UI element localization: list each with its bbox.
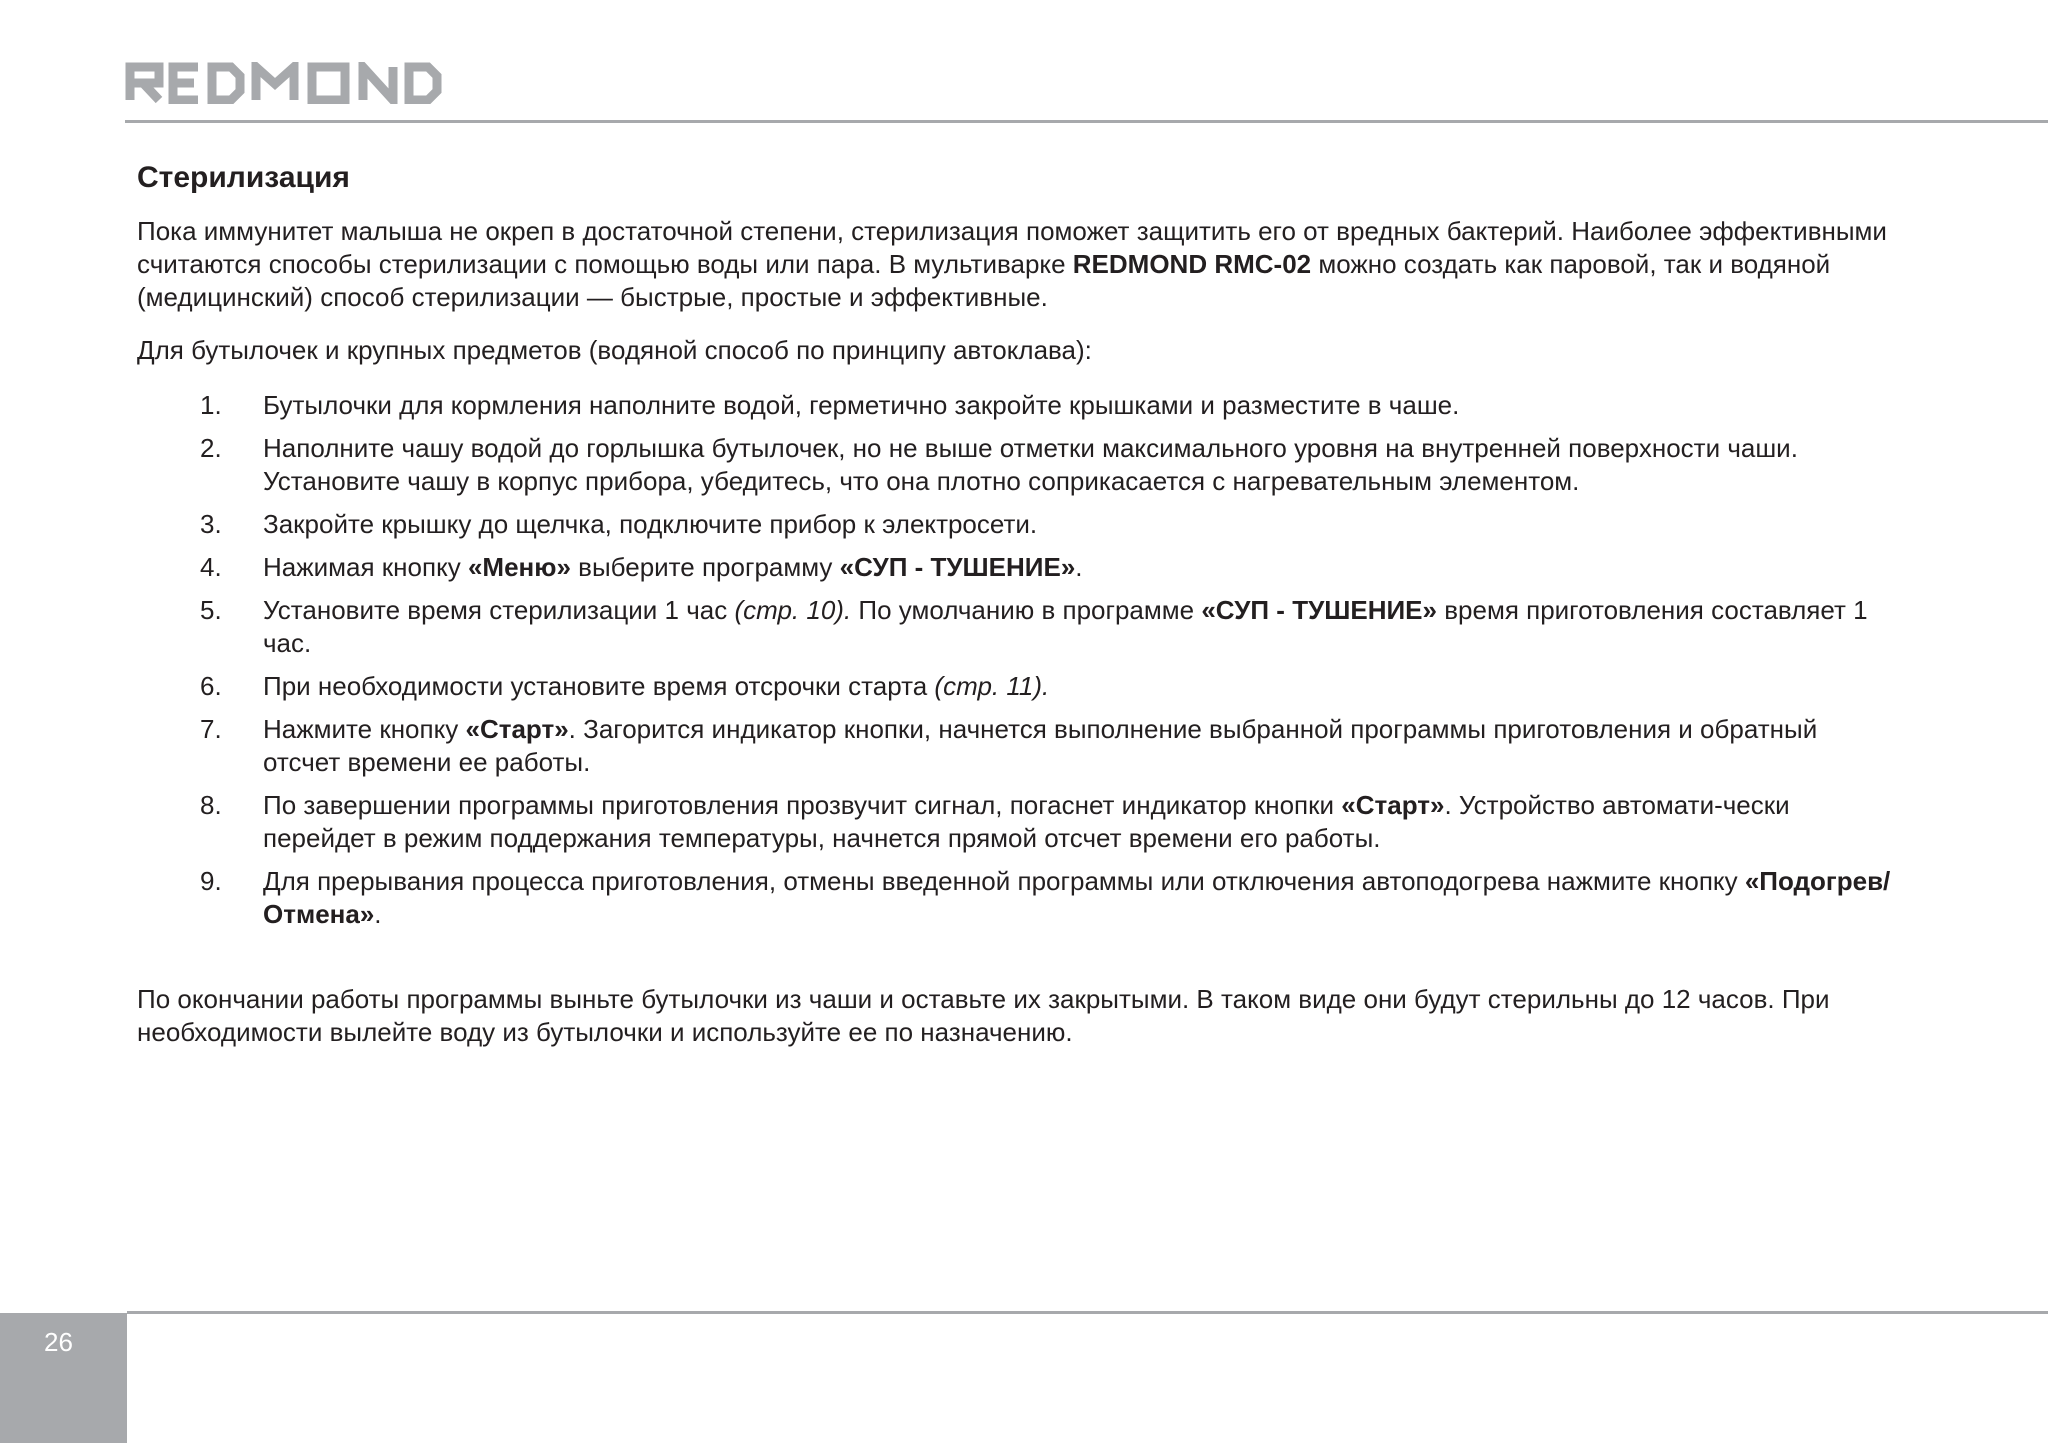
text-run: Бутылочки для кормления наполните водой, герметично закройте крышками и разместите в чаше. — [263, 390, 1460, 420]
step-number: 3. — [200, 509, 222, 539]
step-item — [137, 865, 1897, 931]
redmond-logo — [125, 62, 447, 104]
text-run: Закройте крышку до щелчка, подключите прибор к электросети. — [263, 509, 1038, 539]
text-run: По завершении программы приготовления прозвучит сигнал, погаснет индикатор кнопки — [263, 790, 1342, 820]
header-rule — [125, 120, 2048, 123]
step-item — [137, 594, 1897, 660]
footer-rule — [127, 1311, 2048, 1314]
step-text — [263, 865, 1897, 931]
intro-paragraph — [137, 215, 1897, 314]
text-run: Установите время стерилизации 1 час — [263, 595, 735, 625]
step-number: 5. — [200, 595, 222, 625]
page-number-box — [0, 1313, 127, 1443]
step-text — [263, 432, 1897, 498]
text-run: При необходимости установите время отсрочки старта — [263, 671, 935, 701]
step-text — [263, 789, 1897, 855]
step-text — [263, 389, 1897, 422]
emphasis-text: «СУП - ТУШЕНИЕ» — [839, 552, 1076, 582]
step-item — [137, 389, 1897, 422]
text-run: . — [1075, 552, 1083, 582]
page-reference: (стр. 10). — [734, 595, 852, 625]
emphasis-text: «Меню» — [467, 552, 571, 582]
step-item — [137, 713, 1897, 779]
step-item — [137, 508, 1897, 541]
step-number: 4. — [200, 552, 222, 582]
emphasis-text: «Старт» — [465, 714, 569, 744]
step-item — [137, 551, 1897, 584]
step-item — [137, 432, 1897, 498]
text-run: можно создать как паровой, так и водяной (медицинский) способ стерилизации — быстрые, простые и эффективные. — [137, 249, 1831, 312]
emphasis-text: REDMOND RMC-02 — [1072, 249, 1312, 279]
text-run: . Устройство автомати-чески перейдет в режим поддержания температуры, начнется прямой отсчет времени его работы. — [263, 790, 1790, 853]
step-number: 6. — [200, 671, 222, 701]
step-text — [263, 594, 1897, 660]
step-item — [137, 670, 1897, 703]
step-item — [137, 789, 1897, 855]
step-text — [263, 551, 1897, 584]
step-number: 1. — [200, 390, 222, 420]
text-run: Нажимая кнопку — [263, 552, 468, 582]
text-run: По умолчанию в программе — [851, 595, 1202, 625]
step-text — [263, 670, 1897, 703]
text-run: Наполните чашу водой до горлышка бутылочек, но не выше отметки максимального уровня на внутренней поверхности чаши. Установите чашу в корпус прибора, убедитесь, что она плотно соприкасается с нагревательным элементом. — [263, 433, 1798, 496]
steps-list — [137, 389, 1897, 931]
list-lead: Для бутылочек и крупных предметов (водяной способ по принципу автоклава): — [137, 335, 1092, 365]
step-text — [263, 508, 1897, 541]
page-reference: (стр. 11). — [934, 671, 1050, 701]
text-run: Нажмите кнопку — [263, 714, 466, 744]
emphasis-text: «СУП - ТУШЕНИЕ» — [1201, 595, 1437, 625]
text-run: Пока иммунитет малыша не окреп в достаточной степени, стерилизация поможет защитить его от вредных бактерий. Наиболее эффективными считаются способы стерилизации с помощью воды или пара. В мультиварке — [137, 216, 1887, 279]
emphasis-text: «Старт» — [1341, 790, 1445, 820]
text-run: Для прерывания процесса приготовления, отмены введенной программы или отключения автоподогрева нажмите кнопку — [263, 866, 1745, 896]
step-number: 9. — [200, 866, 222, 896]
step-number: 2. — [200, 433, 222, 463]
text-run: . — [374, 899, 382, 929]
text-run: время приготовления составляет 1 час. — [263, 595, 1868, 658]
emphasis-text: «Подогрев/Отмена» — [263, 866, 1891, 929]
section-title: Стерилизация — [137, 161, 350, 194]
step-text — [263, 713, 1897, 779]
step-number: 8. — [200, 790, 222, 820]
closing-paragraph: По окончании работы программы выньте бутылочки из чаши и оставьте их закрытыми. В таком виде они будут стерильны до 12 часов. При необходимости вылейте воду из бутылочки и используйте ее по назначению. — [137, 984, 1830, 1047]
text-run: . Загорится индикатор кнопки, начнется выполнение выбранной программы приготовления и обратный отсчет времени ее работы. — [263, 714, 1818, 777]
page-number: 26 — [44, 1327, 73, 1357]
page-content — [137, 158, 1897, 1049]
step-number: 7. — [200, 714, 222, 744]
text-run: выберите программу — [570, 552, 840, 582]
